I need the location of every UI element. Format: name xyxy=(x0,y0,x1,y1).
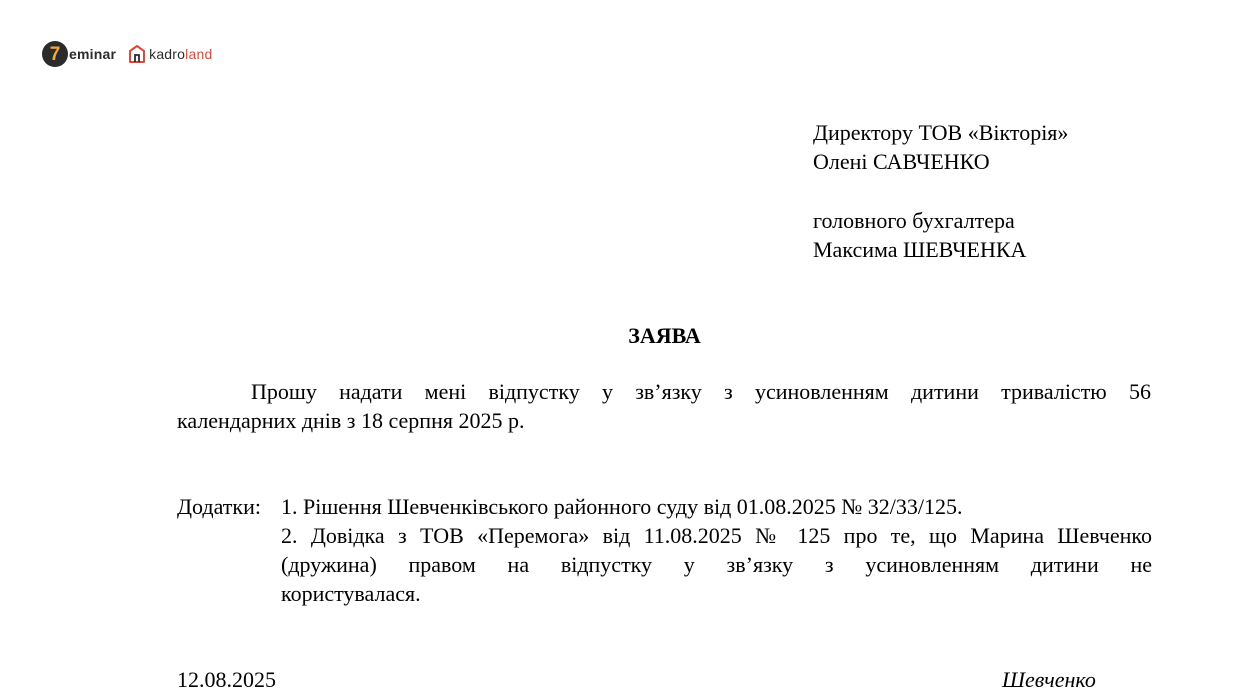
kadroland-logo-text-b: land xyxy=(185,46,213,62)
seminar-logo-text: eminar xyxy=(69,46,117,62)
signature: Шевченко xyxy=(1002,667,1096,692)
recipient-name: Олені САВЧЕНКО xyxy=(813,149,990,174)
kadroland-logo-text xyxy=(149,46,212,62)
request-paragraph xyxy=(177,377,1151,435)
header-logos xyxy=(42,40,212,68)
attachment-item-2-line-3: користувалася. xyxy=(281,581,421,606)
document-title: ЗАЯВА xyxy=(628,323,701,348)
recipient-position: Директору ТОВ «Вікторія» xyxy=(813,120,1069,145)
kadroland-logo xyxy=(128,44,212,64)
seminar-logo-mark: 7 xyxy=(42,41,68,67)
attachments-label: Додатки: xyxy=(177,494,261,519)
attachment-item-1: 1. Рішення Шевченківського районного суду від 01.08.2025 № 32/33/125. xyxy=(281,494,963,519)
sender-position: головного бухгалтера xyxy=(813,208,1015,233)
document-date: 12.08.2025 xyxy=(177,667,276,692)
request-line-1: Прошу надати мені відпустку у зв’язку з усиновленням дитини тривалістю 56 xyxy=(251,379,1151,404)
attachment-item-2-line-1: 2. Довідка з ТОВ «Перемога» від 11.08.2025 № 125 про те, що Марина Шевченко xyxy=(281,523,1152,548)
addressee-block xyxy=(813,118,1068,264)
kadroland-house-icon xyxy=(128,44,146,64)
attachment-item-2-line-2: (дружина) правом на відпустку у зв’язку з усиновленням дитини не xyxy=(281,552,1152,577)
attachments-list xyxy=(281,492,1152,608)
seminar-logo xyxy=(42,41,116,67)
sender-name: Максима ШЕВЧЕНКА xyxy=(813,237,1027,262)
addressee-spacer xyxy=(813,176,1068,206)
request-line-2: календарних днів з 18 серпня 2025 р. xyxy=(177,408,525,433)
kadroland-logo-text-a: kadro xyxy=(149,46,186,62)
